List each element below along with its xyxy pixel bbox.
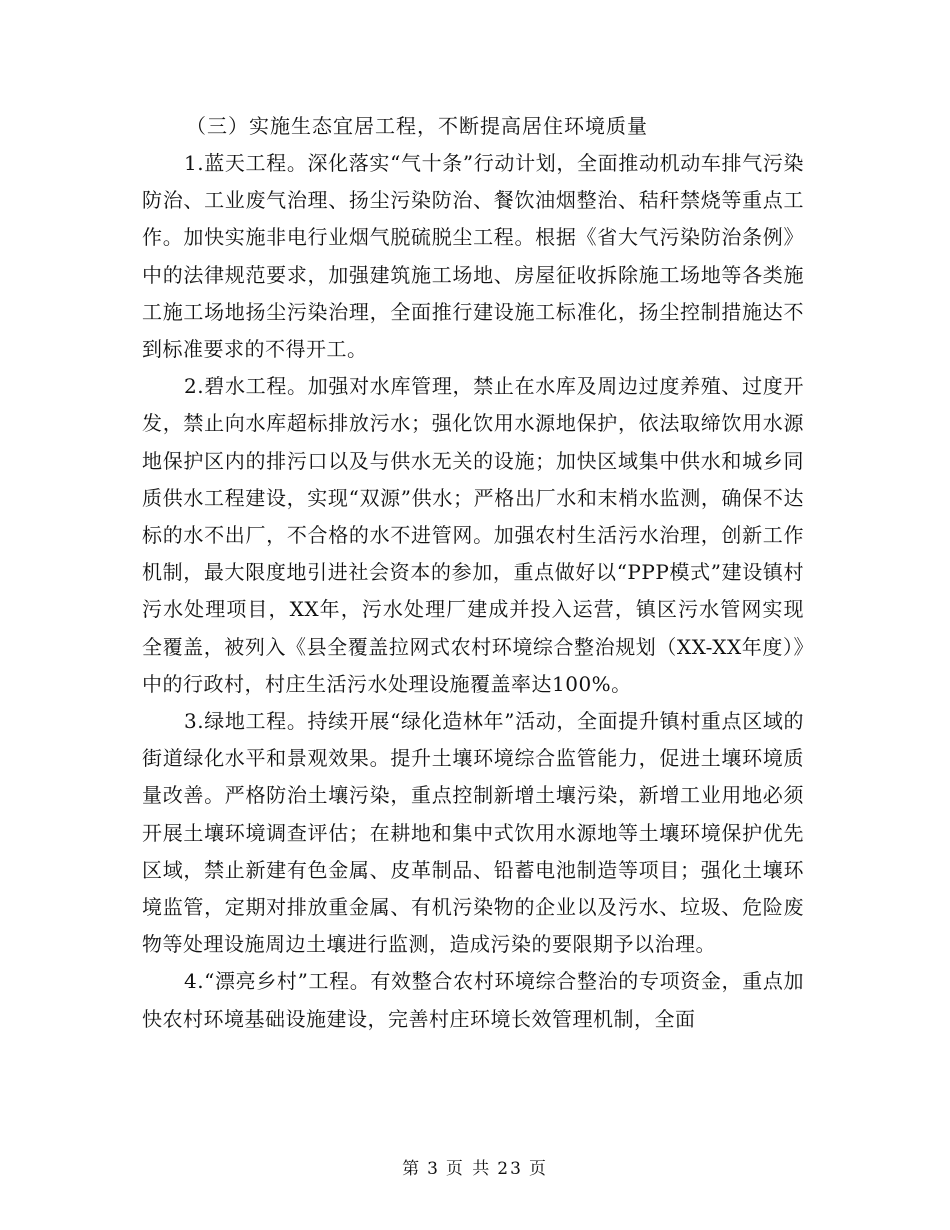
paragraph-beautiful-village: 4.“漂亮乡村”工程。有效整合农村环境综合整治的专项资金，重点加快农村环境基础设施建设，完善村庄环境长效管理机制，全面 — [142, 969, 804, 1031]
footer-total-pages: 23 — [497, 1159, 523, 1179]
footer-page-number: 3 — [427, 1159, 440, 1179]
paragraph-green-land: 3.绿地工程。持续开展“绿化造林年”活动，全面提升镇村重点区域的街道绿化水平和景观效果。提升土壤环境综合监管能力，促进土壤环境质量改善。严格防治土壤污染，重点控制新增土壤污染，新增工业用地必须开展土壤环境调查评估；在耕地和集中式饮用水源地等土壤环境保护优先区域，禁止新建有色金属、皮革制品、铅蓄电池制造等项目；强化土壤环境监管，定期对排放重金属、有机污染物的企业以及污水、垃圾、危险废物等处理设施周边土壤进行监测，造成污染的要限期予以治理。 — [142, 709, 804, 957]
paragraph-blue-sky: 1.蓝天工程。深化落实“气十条”行动计划，全面推动机动车排气污染防治、工业废气治理、扬尘污染防治、餐饮油烟整治、秸秆禁烧等重点工作。加快实施非电行业烟气脱硫脱尘工程。根据《省大气污染防治条例》中的法律规范要求，加强建筑施工场地、房屋征收拆除施工场地等各类施工施工场地扬尘污染治理，全面推行建设施工标准化，扬尘控制措施达不到标准要求的不得开工。 — [142, 151, 804, 362]
document-body — [142, 108, 804, 1038]
page-footer — [0, 1154, 950, 1179]
footer-suffix: 页 — [528, 1159, 548, 1179]
paragraph-clear-water: 2.碧水工程。加强对水库管理，禁止在水库及周边过度养殖、过度开发，禁止向水库超标排放污水；强化饮用水源地保护，依法取缔饮用水源地保护区内的排污口以及与供水无关的设施；加快区域集中供水和城乡同质供水工程建设，实现“双源”供水；严格出厂水和末梢水监测，确保不达标的水不出厂，不合格的水不进管网。加强农村生活污水治理，创新工作机制，最大限度地引进社会资本的参加，重点做好以“PPP模式”建设镇村污水处理项目，XX年，污水处理厂建成并投入运营，镇区污水管网实现全覆盖，被列入《县全覆盖拉网式农村环境综合整治规划（XX-XX年度）》中的行政村，村庄生活污水处理设施覆盖率达100%。 — [142, 374, 804, 696]
footer-prefix: 第 — [402, 1159, 422, 1179]
section-heading: （三）实施生态宜居工程，不断提高居住环境质量 — [186, 114, 648, 138]
footer-middle: 页 共 — [445, 1159, 492, 1179]
